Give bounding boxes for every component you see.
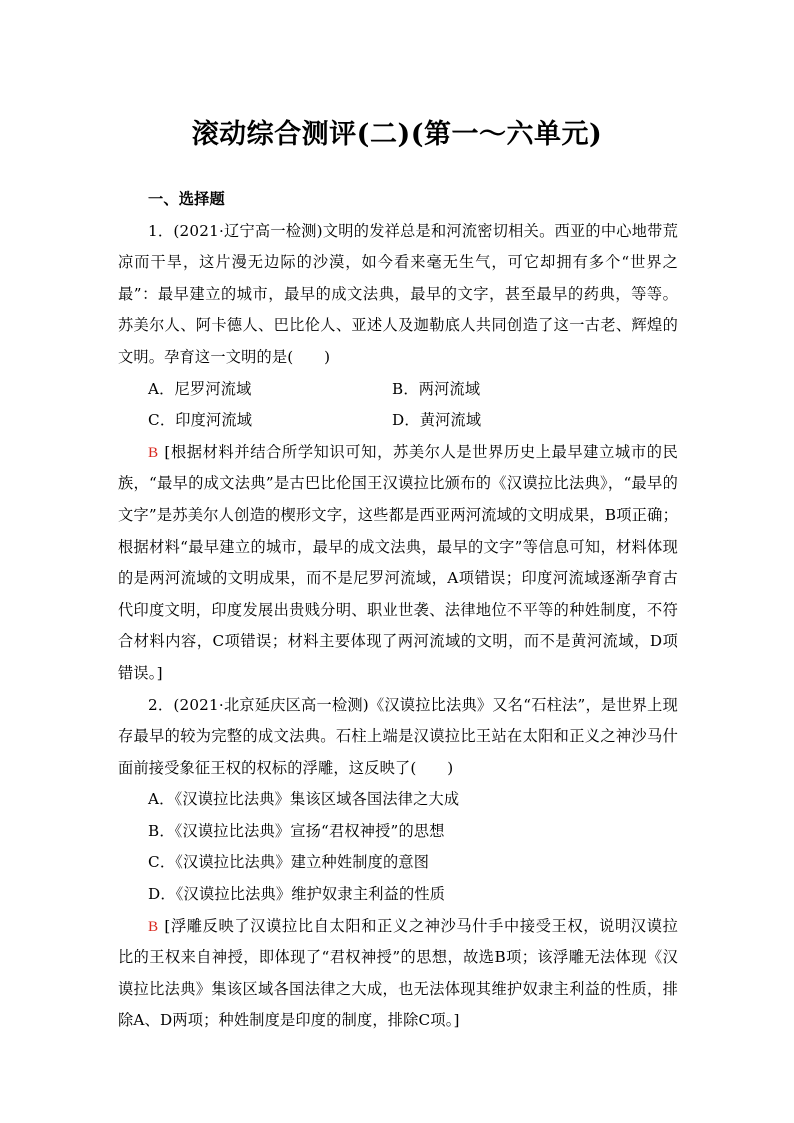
section-heading: 一、选择题	[148, 190, 225, 208]
question-2-option-c: C．《汉谟拉比法典》建立种姓制度的意图	[148, 853, 430, 872]
answer-explanation: [浮雕反映了汉谟拉比自太阳和正义之神沙马什手中接受王权，说明汉谟拉比的王权来自神授，即体现了“君权神授”的思想，故选B项；该浮雕无法体现《汉谟拉比法典》集该区域各国法律之大成，也无法体现其维护奴隶主利益的性质，排除A、D两项；种姓制度是印度的制度，排除C项。]	[118, 916, 678, 1030]
answer-letter: B	[148, 917, 159, 935]
question-2-option-b: B．《汉谟拉比法典》宣扬“君权神授”的思想	[148, 821, 445, 840]
question-1-option-b: B．两河流域	[392, 379, 481, 398]
question-1-option-c: C．印度河流域	[148, 411, 253, 430]
document-body	[118, 184, 678, 1037]
answer-letter: B	[148, 443, 159, 461]
question-2-answer	[118, 911, 678, 1037]
question-2-option-d: D．《汉谟拉比法典》维护奴隶主利益的性质	[148, 885, 446, 904]
question-1-option-d: D．黄河流域	[392, 411, 482, 430]
question-2-option-a: A．《汉谟拉比法典》集该区域各国法律之大成	[148, 790, 460, 809]
page-title: 滚动综合测评(二)(第一～六单元)	[191, 119, 603, 150]
answer-explanation: [根据材料并结合所学知识可知，苏美尔人是世界历史上最早建立城市的民族，“最早的成文法典”是古巴比伦国王汉谟拉比颁布的《汉谟拉比法典》，“最早的文字”是苏美尔人创造的楔形文字，这些都是西亚两河流域的文明成果，B项正确；根据材料“最早建立的城市，最早的成文法典，最早的文字”等信息可知，材料体现的是两河流域的文明成果，而不是尼罗河流域，A项错误；印度河流域逐渐孕育古代印度文明，印度发展出贵贱分明、职业世袭、法律地位不平等的种姓制度，不符合材料内容，C项错误；材料主要体现了两河流域的文明，而不是黄河流域，D项错误。]	[118, 442, 678, 682]
question-1-stem: 1．(2021·辽宁高一检测)文明的发祥总是和河流密切相关。西亚的中心地带荒凉而干旱，这片漫无边际的沙漠，如今看来毫无生气，可它却拥有多个“世界之最”：最早建立的城市，最早的成文法典，最早的文字，甚至最早的药典，等等。苏美尔人、阿卡德人、巴比伦人、亚述人及迦勒底人共同创造了这一古老、辉煌的文明。孕育这一文明的是( )	[118, 221, 678, 366]
question-2-stem: 2．(2021·北京延庆区高一检测)《汉谟拉比法典》又名“石柱法”，是世界上现存最早的较为完整的成文法典。石柱上端是汉谟拉比王站在太阳和正义之神沙马什面前接受象征王权的权标的浮雕，这反映了( )	[118, 695, 678, 777]
question-1-option-a: A．尼罗河流域	[148, 379, 252, 398]
question-1-options	[118, 374, 678, 437]
question-1-answer	[118, 437, 678, 690]
